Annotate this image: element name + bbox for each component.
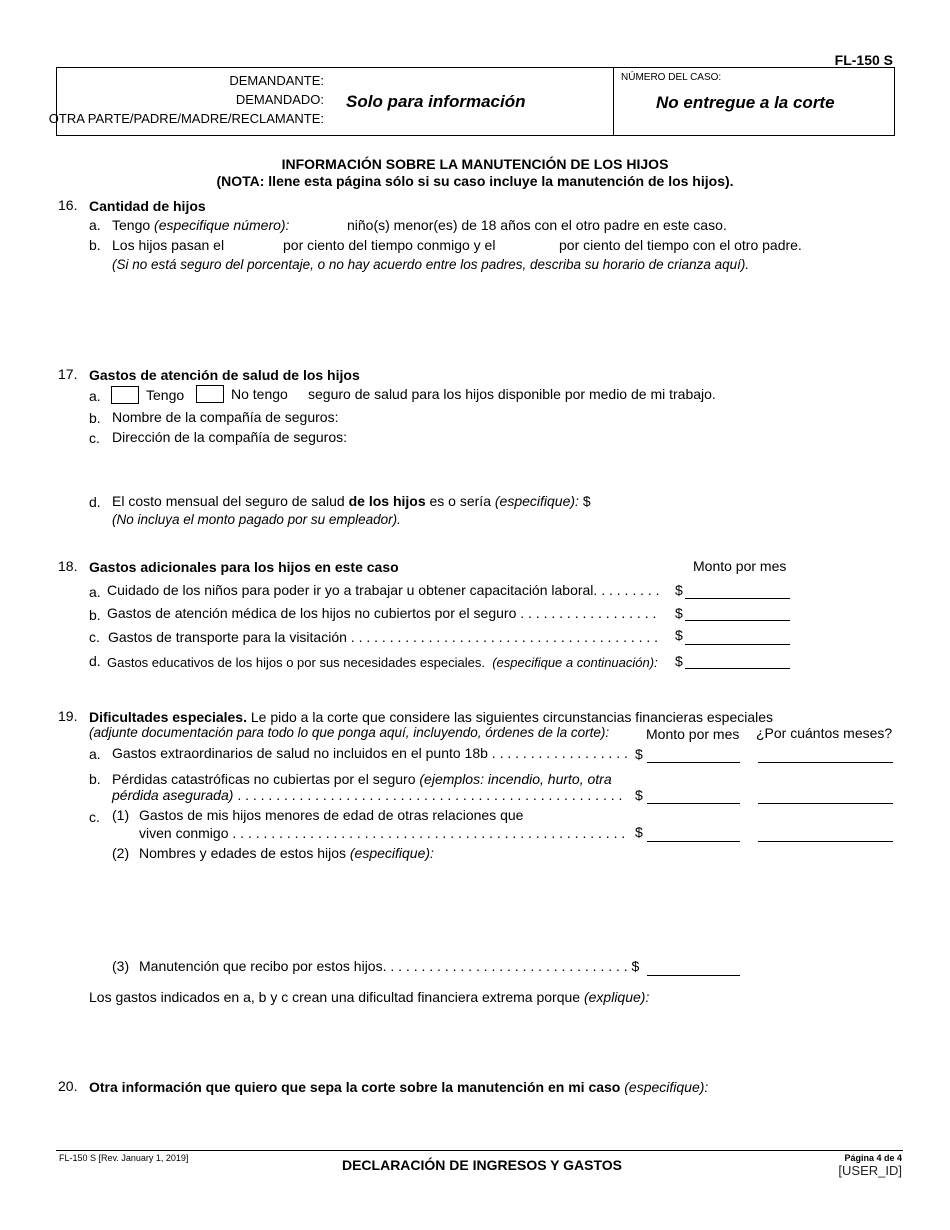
item-19c2-number: (2) — [112, 845, 130, 861]
item-19-title: Dificultades especiales. Le pido a la corte que considere las siguientes circunstancias financieras especiales — [89, 709, 774, 725]
item-17d-note: (No incluya el monto pagado por su empleador). — [112, 512, 401, 527]
item-18b-text: Gastos de atención médica de los hijos no cubiertos por el seguro . . . . . . . . . . . . . . . . . . — [107, 605, 657, 621]
item-17a-letter: a. — [89, 388, 101, 404]
section-title: INFORMACIÓN SOBRE LA MANUTENCIÓN DE LOS HIJOS — [281, 156, 669, 172]
item-18c-letter: c. — [89, 629, 100, 645]
item-19b-text: Pérdidas catastróficas no cubiertas por el seguro (ejemplos: incendio, hurto, otra — [112, 771, 612, 787]
item-19a-text: Gastos extraordinarios de salud no incluidos en el punto 18b . . . . . . . . . . . . . . . . . . — [112, 745, 628, 761]
insurance-company-name-field[interactable] — [342, 409, 887, 425]
item-18-title: Gastos adicionales para los hijos en este caso — [89, 559, 399, 575]
item-17c-text: Dirección de la compañía de seguros: — [112, 429, 348, 445]
item-19-number: 19. — [58, 708, 78, 724]
item-16-number: 16. — [58, 197, 78, 213]
item-17a-text: seguro de salud para los hijos disponible por medio de mi trabajo. — [308, 386, 716, 402]
footer-revision: FL-150 S [Rev. January 1, 2019] — [59, 1153, 189, 1163]
item-19c3-text: Manutención que recibo por estos hijos. . . . . . . . . . . . . . . . . . . . . . . . . . . . . . . . $ — [139, 958, 640, 974]
insurance-company-address-field[interactable] — [350, 429, 887, 479]
item-19a-dollar: $ — [635, 746, 643, 762]
item-20-number: 20. — [58, 1078, 78, 1094]
item-19c1-text: Gastos de mis hijos menores de edad de otras relaciones que — [139, 807, 524, 823]
extraordinary-health-months-field[interactable] — [758, 762, 893, 763]
item-19-col-monthly: Monto por mes — [646, 726, 740, 742]
item-19b-letter: b. — [89, 771, 101, 787]
item-19-note: (adjunte documentación para todo lo que ponga aquí, incluyendo, órdenes de la corte): — [89, 725, 610, 740]
item-16b-note: (Si no está seguro del porcentaje, o no hay acuerdo entre los padres, describa su horario de crianza aquí). — [112, 257, 750, 272]
item-17-number: 17. — [58, 366, 78, 382]
no-tengo-label: No tengo — [231, 386, 288, 402]
parenting-schedule-field[interactable] — [112, 276, 892, 356]
hardship-explanation-field[interactable] — [89, 1008, 889, 1068]
item-16a-text-end: niño(s) menor(es) de 18 años con el otro padre en este caso. — [347, 217, 727, 233]
item-17-title: Gastos de atención de salud de los hijos — [89, 367, 360, 383]
catastrophic-losses-amount-field[interactable] — [647, 803, 740, 804]
item-18a-letter: a. — [89, 584, 101, 600]
item-19c2-text: Nombres y edades de estos hijos (especifique): — [139, 845, 434, 861]
no-tengo-checkbox[interactable] — [196, 385, 224, 403]
case-number-label: NÚMERO DEL CASO: — [621, 72, 722, 83]
item-19-col-months: ¿Por cuántos meses? — [756, 725, 893, 741]
item-18a-dollar: $ — [675, 582, 683, 598]
item-17c-letter: c. — [89, 430, 100, 446]
caption-divider — [613, 67, 614, 136]
item-16a-letter: a. — [89, 217, 101, 233]
names-field[interactable]: Solo para información — [346, 92, 526, 111]
item-20-text: Otra información que quiero que sepa la corte sobre la manutención en mi caso (especifique): — [89, 1079, 709, 1095]
transportation-amount-field[interactable] — [685, 644, 790, 645]
medical-expenses-amount-field[interactable] — [685, 620, 790, 621]
other-information-field[interactable] — [89, 1098, 889, 1143]
item-16b-text3: por ciento del tiempo con el otro padre. — [559, 237, 802, 253]
item-18-number: 18. — [58, 558, 78, 574]
tengo-checkbox[interactable] — [111, 386, 139, 404]
item-17d-text: El costo mensual del seguro de salud de los hijos es o sería (especifique): $ — [112, 493, 591, 509]
item-19c1-text-line2: viven conmigo . . . . . . . . . . . . . . . . . . . . . . . . . . . . . . . . . . . . . . . . . . . . . . . . . . . — [139, 825, 626, 841]
item-18a-text: Cuidado de los niños para poder ir yo a trabajar u obtener capacitación laboral. . . . . . . . . — [107, 582, 660, 598]
item-18c-text: Gastos de transporte para la visitación . . . . . . . . . . . . . . . . . . . . . . . . . . . . . . . . . . . . . . . . — [108, 629, 659, 645]
catastrophic-losses-months-field[interactable] — [758, 803, 893, 804]
item-16b-text1: Los hijos pasan el — [112, 237, 225, 253]
child-care-amount-field[interactable] — [685, 598, 790, 599]
item-18c-dollar: $ — [675, 627, 683, 643]
otra-parte-label: OTRA PARTE/PADRE/MADRE/RECLAMANTE: — [48, 111, 324, 126]
footer-user-id: [USER_ID] — [838, 1163, 902, 1178]
item-18d-dollar: $ — [675, 653, 683, 669]
demandado-label: DEMANDADO: — [235, 92, 324, 107]
children-count-field[interactable] — [292, 217, 344, 233]
footer-page: Página 4 de 4 — [844, 1153, 902, 1163]
item-19c-letter: c. — [89, 809, 100, 825]
percent-with-me-field[interactable] — [227, 237, 281, 253]
item-16-title: Cantidad de hijos — [89, 198, 206, 214]
item-18d-text: Gastos educativos de los hijos o por sus necesidades especiales. (especifique a continuación): — [107, 655, 658, 670]
item-16b-text2: por ciento del tiempo conmigo y el — [283, 237, 496, 253]
footer-rule — [56, 1150, 903, 1151]
item-17d-letter: d. — [89, 494, 101, 510]
children-names-ages-field[interactable] — [139, 864, 889, 949]
item-19c1-dollar: $ — [635, 824, 643, 840]
case-number-field[interactable]: No entregue a la corte — [656, 93, 835, 112]
educational-expenses-amount-field[interactable] — [685, 668, 790, 669]
item-17b-text: Nombre de la compañía de seguros: — [112, 409, 339, 425]
footer-title: DECLARACIÓN DE INGRESOS Y GASTOS — [341, 1157, 623, 1173]
item-16a-text: Tengo (especifique número): — [112, 217, 290, 233]
other-children-months-field[interactable] — [758, 841, 893, 842]
item-19b-text-line2: pérdida asegurada) . . . . . . . . . . . . . . . . . . . . . . . . . . . . . . . . . . . . . . . . . . . . . . . . . . — [112, 787, 623, 803]
other-children-amount-field[interactable] — [647, 841, 740, 842]
item-19a-letter: a. — [89, 746, 101, 762]
demandante-label: DEMANDANTE: — [229, 73, 324, 88]
section-note: (NOTA: llene esta página sólo si su caso incluye la manutención de los hijos). — [216, 173, 734, 189]
item-17b-letter: b. — [89, 410, 101, 426]
form-id: FL-150 S — [834, 52, 893, 68]
monthly-insurance-cost-field[interactable] — [592, 493, 702, 509]
item-19c1-number: (1) — [112, 807, 130, 823]
support-received-amount-field[interactable] — [647, 975, 740, 976]
item-18d-letter: d. — [89, 653, 101, 669]
extraordinary-health-amount-field[interactable] — [647, 762, 740, 763]
item-19b-dollar: $ — [635, 787, 643, 803]
tengo-label: Tengo — [146, 387, 185, 403]
percent-other-parent-field[interactable] — [500, 237, 556, 253]
item-19c3-number: (3) — [112, 958, 130, 974]
item-19-explain: Los gastos indicados en a, b y c crean una dificultad financiera extrema porque (explique): — [89, 989, 650, 1005]
item-18-column-header: Monto por mes — [693, 558, 787, 574]
item-16b-letter: b. — [89, 237, 101, 253]
item-18b-letter: b. — [89, 607, 101, 623]
item-18b-dollar: $ — [675, 605, 683, 621]
